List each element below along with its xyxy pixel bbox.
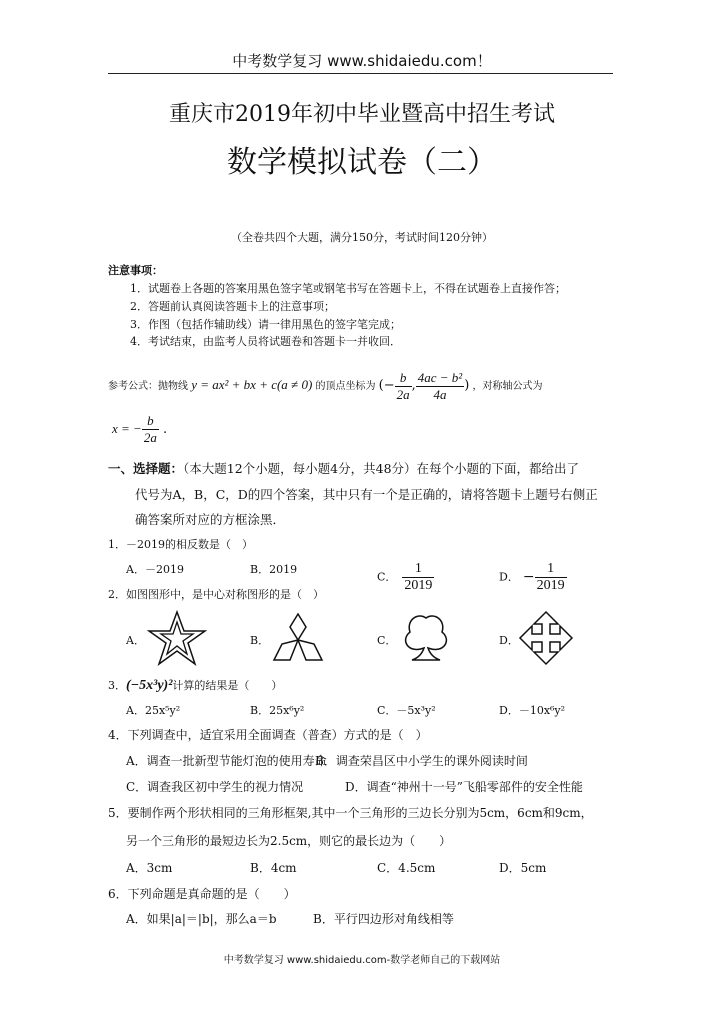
option: B．2019 [250,563,298,576]
option: A．－2019 [126,563,184,576]
axis-formula: x = − $\frac{b}{2a}$ . [112,413,168,445]
vertex-x: $\frac{b}{2a}$ [396,370,410,402]
section1-line2: 代号为A，B，C，D的四个答案，其中只有一个是正确的，请将答题卡上题号右侧正 [135,487,598,502]
option: B．4cm [250,861,297,875]
notice-item: 3．作图（包括作辅助线）请一律用黑色的签字笔完成； [130,318,401,331]
option: A．如果|a|＝|b|，那么a＝b [126,912,277,926]
option: B．调查荣昌区中小学生的课外阅读时间 [315,754,528,768]
formula-suffix: ，对称轴公式为 [472,381,543,392]
option: C． $\frac{1}{2019}$ [377,561,433,593]
option: D． − $\frac{1}{2019}$ [499,561,565,593]
section1-line1: 一、选择题：（本大题12个小题，每小题4分，共48分）在每个小题的下面，都给出了 [108,461,580,476]
option: C．4.5cm [377,861,436,875]
option: D．－10x⁶y² [499,704,566,717]
notice-item: 4．考试结束，由监考人员将试题卷和答题卡一并收回． [130,335,401,348]
page-header: 中考数学复习 www.shidaiedu.com！ [232,52,492,70]
option: A．3cm [126,861,173,875]
formula-prefix: 参考公式：抛物线 [108,381,188,392]
option: B．平行四边形对角线相等 [313,912,454,926]
question-4: 4．下列调查中，适宜采用全面调查（普查）方式的是（ ） [108,728,428,742]
four-arrow-figure [518,610,574,666]
option: A． [126,634,145,647]
page-footer: 中考数学复习 www.shidaiedu.com-数学老师自己的下载网站 [223,955,501,966]
exam-title: 重庆市2019年初中毕业暨高中招生考试 [169,102,555,127]
question-1: 1．－2019的相反数是（ ） [108,538,253,551]
option: D． [499,634,519,647]
question-3: 3．(−5x³y)²计算的结果是（ ） [108,678,283,693]
notice-item: 2．答题前认真阅读答题卡上的注意事项； [130,300,335,313]
star-figure [147,610,207,666]
question-5-cont: 另一个三角形的最短边长为2.5cm，则它的最长边为（ ） [126,834,452,848]
formula-mid: 的顶点坐标为 [315,381,376,392]
notice-heading: 注意事项： [108,264,163,277]
option: C．－5x³y² [377,704,436,717]
header-rule [108,73,613,74]
section1-line3: 确答案所对应的方框涂黑． [135,512,286,527]
option: D．5cm [499,861,547,875]
option: A．调查一批新型节能灯泡的使用寿命 [126,754,327,768]
option: C． [377,634,397,647]
parabola-equation: y = ax² + bx + c(a ≠ 0) [191,377,313,392]
option: A．25x⁵y² [126,704,181,717]
option: D．调查“神州十一号”飞船零部件的安全性能 [345,780,583,794]
question-2: 2．如图图形中，是中心对称图形的是（ ） [108,588,324,601]
question-6: 6．下列命题是真命题的是（ ） [108,887,296,901]
option: B．25x⁶y² [250,704,305,717]
question-5: 5．要制作两个形状相同的三角形框架,其中一个三角形的三边长分别为5cm，6cm和9cm， [108,806,593,820]
exam-subtitle: 数学模拟试卷（二） [227,145,497,180]
club-figure [398,610,454,666]
three-diamond-figure [272,612,324,664]
reference-formula: 参考公式：抛物线 y = ax² + bx + c(a ≠ 0) 的顶点坐标为 (− $\frac{b}{2a}$ , $\frac{\text{4ac − b²}}{4a}$ ) ，对称轴公式为 [108,370,543,402]
option: B． [250,634,270,647]
option: C．调查我区初中学生的视力情况 [126,780,304,794]
notice-item: 1．试题卷上各题的答案用黑色签字笔或钢笔书写在答题卡上，不得在试题卷上直接作答； [130,282,566,295]
vertex-y: $\frac{\text{4ac − b²}}{4a}$ [417,370,463,402]
exam-info: （全卷共四个大题，满分150分，考试时间120分钟） [231,231,493,244]
